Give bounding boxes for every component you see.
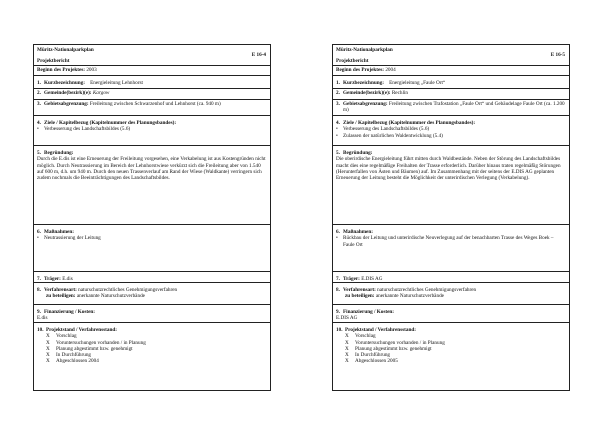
section-municipality: 2. Gemeinde(bezirk)(e): Kargow xyxy=(34,89,270,100)
report-label: Projektbericht xyxy=(336,58,369,65)
goal-item: Verbesserung des Landschaftsbildes (5.6) xyxy=(44,126,131,133)
start-value: 2004 xyxy=(385,67,396,73)
goal-item: Verbesserung des Landschaftsbildes (5.6) xyxy=(343,126,430,133)
s1-value: Energieleitung Lehnhorst xyxy=(90,80,143,86)
status-item: X In Durchführung xyxy=(345,352,391,359)
status-item: X Voruntersuchungen vorhanden / in Planung xyxy=(345,339,445,346)
section-reasoning: 5. Begründung: Durch die E.dis ist eine Erneuerung der Freileitung vorgesehen, eine Verkabelung ist aus Kostengründen nicht möglich. Durch Neutrassierung im Bereich der Lehnhorstwiese verkürzt sich die Freileitung aber von 1.540 auf 600 m, d.h. um 940 m. Durch den neuen Trassenverlauf am Rand der Wiese (Waldkante) verringern sich zudem nochmals die Beeinträchtigungen des Landschaftsbildes. xyxy=(34,146,270,225)
s5-label: Begründung: xyxy=(343,150,373,156)
s1-label: Kurzbezeichnung: xyxy=(343,80,384,86)
section-status: 10. Projektstand / Verfahrensstand: X Vorschlag X Voruntersuchungen vorhanden / in Planung X Planung abgestimmt bzw. genehmigt X In Durchführung X Abgeschlossen 2005 xyxy=(333,323,569,389)
s2-value: Rechlin xyxy=(391,90,408,96)
s9-value: E.dis xyxy=(37,315,48,322)
reasoning-text: Durch die E.dis ist eine Erneuerung der Freileitung vorgesehen, eine Verkabelung ist aus Kostengründen nicht möglich. Durch Neutrassierung im Bereich der Lehnhorstwiese verkürzt sich die Freileitung aber von 1.540 auf 600 m, d.h. um 940 m. Durch den neuen Trassenverlauf am Rand der Wiese (Waldkante) verringern sich zudem nochmals die Beeinträchtigungen des Landschaftsbildes. xyxy=(37,156,266,182)
project-code: E 16-4 xyxy=(251,52,266,58)
section-reasoning: 5. Begründung: Die oberirdische Energieleitung führt mitten durch Waldbestände. Neben der Störung des Landschaftsbildes macht dies eine regelmäßige Freihalten der Trasse erforderlich. Darüber hinaus traten regelmäßig Störungen (Herunterfallen von Ästen und Bäumen) auf. Im Zusammenhang mit der seitens der E.DIS AG geplanten Erneuerung der Leitung besteht die Möglichkeit der unterirdischen Verlegung (Verkabelung). xyxy=(333,146,569,225)
s10-label: Projektstand / Verfahrensstand: xyxy=(46,327,117,333)
s3-value: Freileitung zwischen Schwarzenhof und Lehnhorst (ca. 940 m) xyxy=(89,101,221,107)
status-item: X Vorschlag xyxy=(46,333,77,340)
goal-item: Zulassen der natürlichen Waldentwicklung (5.4) xyxy=(343,132,443,139)
start-label: Beginn des Projektes: xyxy=(37,67,86,73)
section-goals: 4. Ziele / Kapitelbezug (Kapitelnummer des Planungsbandes): • Verbesserung des Landschaftsbildes (5.6) xyxy=(34,116,270,146)
header-title: Müritz-Nationalparkplan xyxy=(37,47,94,53)
s8-sub-value: anerkannte Naturschutzverbände xyxy=(375,293,444,300)
header-title: Müritz-Nationalparkplan xyxy=(336,47,393,53)
start-label: Beginn des Projektes: xyxy=(336,67,385,73)
s7-value: E.DIS AG xyxy=(361,276,383,282)
section-status: 10. Projektstand / Verfahrensstand: X Vorschlag X Voruntersuchungen vorhanden / in Planung X Planung abgestimmt bzw. genehmigt X In Durchführung X Abgeschlossen 2004 xyxy=(34,323,270,389)
s9-label: Finanzierung / Kosten: xyxy=(343,309,395,315)
s8-sub-label: zu beteiligen: xyxy=(345,293,375,300)
s5-label: Begründung: xyxy=(44,150,74,156)
section-financing: 9. Finanzierung / Kosten: E.dis xyxy=(34,305,270,323)
project-report-page-1 xyxy=(33,44,271,391)
status-item: X Abgeschlossen 2005 xyxy=(345,358,398,365)
section-measures: 6. Maßnahmen: • Neutrassierung der Leitung xyxy=(34,225,270,272)
s2-label: Gemeinde(bezirk)(e): xyxy=(44,90,92,96)
reasoning-text: Die oberirdische Energieleitung führt mitten durch Waldbestände. Neben der Störung des Landschaftsbildes macht dies eine regelmäßige Freihalten der Trasse erforderlich. Darüber hinaus traten regelmäßig Störungen (Herunterfallen von Ästen und Bäumen) auf. Im Zusammenhang mit der seitens der E.DIS AG geplanten Erneuerung der Leitung besteht die Möglichkeit der unterirdischen Verlegung (Verkabelung). xyxy=(336,156,561,182)
bullet-icon: • xyxy=(336,126,338,133)
section-area: 3. Gebietsabgrenzung: Freileitung zwischen Trafostation „Faule Ort“ und Gebäudelage Faule Ort (ca. 1.200 m) xyxy=(333,100,569,116)
section-area: 3. Gebietsabgrenzung: Freileitung zwischen Schwarzenhof und Lehnhorst (ca. 940 m) xyxy=(34,100,270,116)
s10-label: Projektstand / Verfahrensstand: xyxy=(345,327,416,333)
s8-label: Verfahrensart: xyxy=(44,287,77,293)
status-item: X Voruntersuchungen vorhanden / in Planung xyxy=(46,339,146,346)
s4-label: Ziele / Kapitelbezug (Kapitelnummer des Planungsbandes): xyxy=(343,120,476,126)
start-value: 2003 xyxy=(86,67,97,73)
s3-value: Freileitung zwischen Trafostation „Faule Ort“ und Gebäudelage Faule Ort (ca. 1.200 m) xyxy=(343,101,565,114)
status-item: X Planung abgestimmt bzw. genehmigt xyxy=(345,345,432,352)
section-sponsor: 7. Träger: E.dis xyxy=(34,272,270,283)
s7-label: Träger: xyxy=(44,276,61,282)
s2-value: Kargow xyxy=(92,90,110,96)
measure-item: Neutrassierung der Leitung xyxy=(44,235,101,242)
s6-label: Maßnahmen: xyxy=(44,229,74,235)
section-financing: 9. Finanzierung / Kosten: E.DIS AG xyxy=(333,305,569,323)
s1-label: Kurzbezeichnung: xyxy=(44,80,85,86)
s4-label: Ziele / Kapitelbezug (Kapitelnummer des Planungsbandes): xyxy=(44,120,177,126)
section-procedure: 8. Verfahrensart: naturschutzrechtliches Genehmigungsverfahren zu beteiligen: anerkannte Naturschutzverbände xyxy=(34,283,270,305)
section-short-name: 1. Kurzbezeichnung: Energieleitung „Faule Ort“ xyxy=(333,76,569,89)
s1-value: Energieleitung „Faule Ort“ xyxy=(389,80,446,86)
bullet-icon: • xyxy=(37,235,39,242)
section-measures: 6. Maßnahmen: • Rückbau der Leitung und unterirdische Neuverlegung auf der benachbarten Trasse des Weges Boek – Faule Ort xyxy=(333,225,569,272)
section-municipality: 2. Gemeinde(bezirk)(e): Rechlin xyxy=(333,89,569,100)
project-code: E 16-5 xyxy=(550,52,565,58)
status-item: X In Durchführung xyxy=(46,352,92,359)
project-report-page-2 xyxy=(332,44,570,391)
section-goals: 4. Ziele / Kapitelbezug (Kapitelnummer des Planungsbandes): • Verbesserung des Landschaftsbildes (5.6) • Zulassen der natürlichen Waldentwicklung (5.4) xyxy=(333,116,569,146)
s7-label: Träger: xyxy=(343,276,360,282)
section-procedure: 8. Verfahrensart: naturschutzrechtliches Genehmigungsverfahren zu beteiligen: anerkannte Naturschutzverbände xyxy=(333,283,569,305)
s2-label: Gemeinde(bezirk)(e): xyxy=(343,90,391,96)
s9-value: E.DIS AG xyxy=(336,315,358,322)
s8-label: Verfahrensart: xyxy=(343,287,376,293)
section-sponsor: 7. Träger: E.DIS AG xyxy=(333,272,569,283)
status-item: X Abgeschlossen 2004 xyxy=(46,358,99,365)
s3-label: Gebietsabgrenzung: xyxy=(44,101,89,107)
s8-value: naturschutzrechtliches Genehmigungsverfahren xyxy=(377,287,477,293)
bullet-icon: • xyxy=(37,126,39,133)
status-item: X Planung abgestimmt bzw. genehmigt xyxy=(46,345,133,352)
s3-label: Gebietsabgrenzung: xyxy=(343,101,388,107)
s8-sub-value: anerkannte Naturschutzverbände xyxy=(76,293,145,300)
s9-label: Finanzierung / Kosten: xyxy=(44,309,96,315)
s7-value: E.dis xyxy=(62,276,73,282)
section-short-name: 1. Kurzbezeichnung: Energieleitung Lehnhorst xyxy=(34,76,270,89)
project-start xyxy=(333,66,569,76)
bullet-icon: • xyxy=(336,235,338,242)
s6-label: Maßnahmen: xyxy=(343,229,373,235)
status-item: X Vorschlag xyxy=(345,333,376,340)
s8-sub-label: zu beteiligen: xyxy=(46,293,76,300)
bullet-icon: • xyxy=(336,132,338,139)
report-label: Projektbericht xyxy=(37,58,70,65)
report-header xyxy=(333,45,569,66)
report-header xyxy=(34,45,270,66)
measure-item: Rückbau der Leitung und unterirdische Neuverlegung auf der benachbarten Trasse des Weges Boek – Faule Ort xyxy=(343,235,554,248)
project-start xyxy=(34,66,270,76)
s8-value: naturschutzrechtliches Genehmigungsverfahren xyxy=(78,287,178,293)
